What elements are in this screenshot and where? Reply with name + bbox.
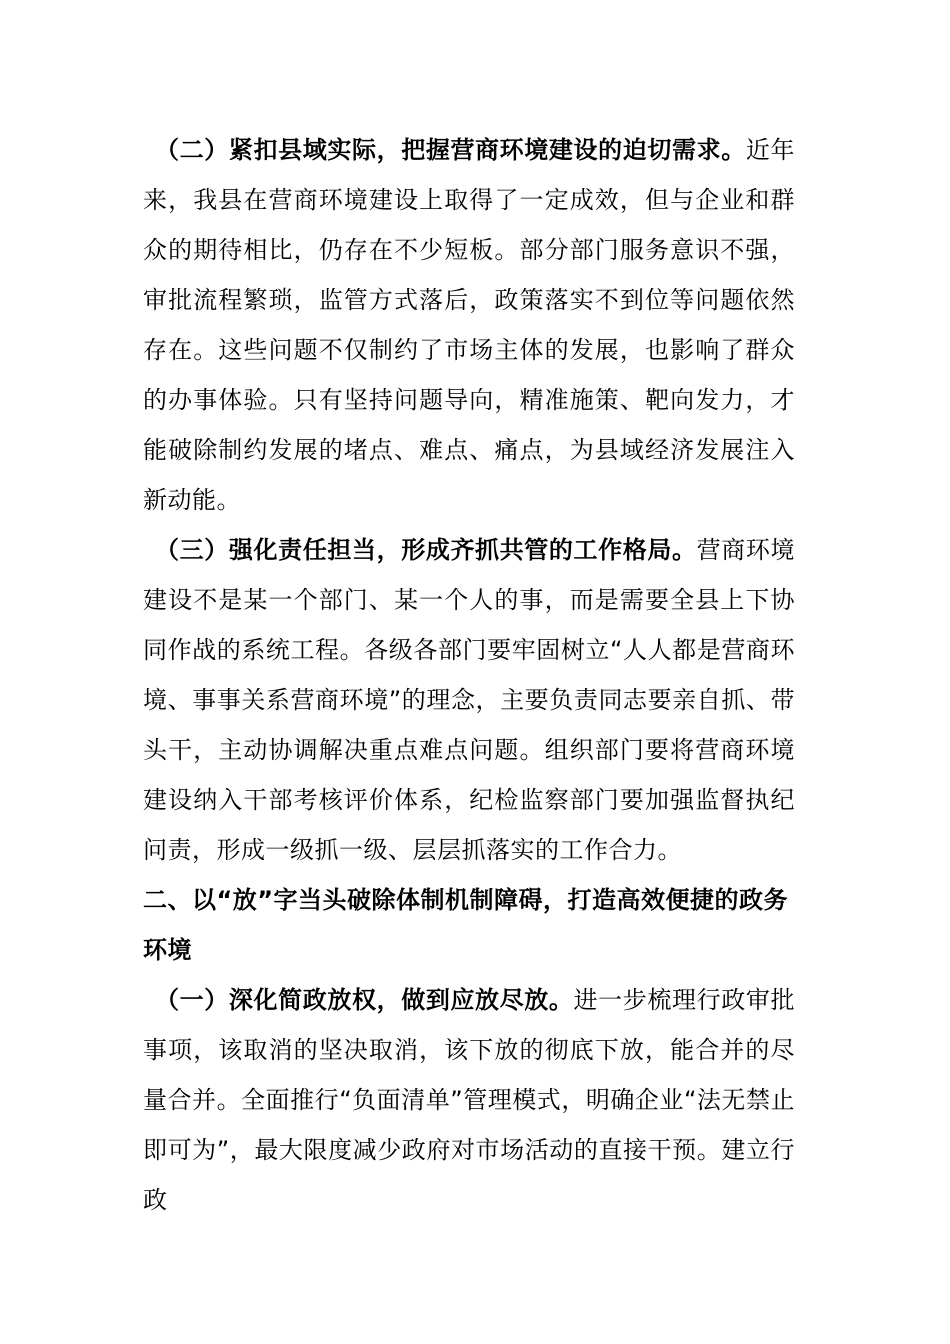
- paragraph-2: [143, 125, 795, 525]
- paragraph-section2-1: [143, 975, 795, 1225]
- paragraph-2-body: 近年来，我县在营商环境建设上取得了一定成效，但与企业和群众的期待相比，仍存在不少短板。部分部门服务意识不强，审批流程繁琐，监管方式落后，政策落实不到位等问题依然存在。这些问题不仅制约了市场主体的发展，也影响了群众的办事体验。只有坚持问题导向，精准施策、靶向发力，才能破除制约发展的堵点、难点、痛点，为县域经济发展注入新动能。: [143, 136, 796, 514]
- section-heading: 二、以“放”字当头破除体制机制障碍，打造高效便捷的政务环境: [143, 886, 789, 964]
- paragraph-3: [143, 525, 795, 875]
- paragraph-3-body: 营商环境建设不是某一个部门、某一个人的事，而是需要全县上下协同作战的系统工程。各级各部门要牢固树立“人人都是营商环境、事事关系营商环境”的理念，主要负责同志要亲自抓、带头干，主动协调解决重点难点问题。组织部门要将营商环境建设纳入干部考核评价体系，纪检监察部门要加强监督执纪问责，形成一级抓一级、层层抓落实的工作合力。: [143, 536, 796, 864]
- paragraph-3-lead: （三）强化责任担当，形成齐抓共管的工作格局。: [155, 536, 697, 564]
- paragraph-section2-1-lead: （一）深化简政放权，做到应放尽放。: [155, 986, 574, 1014]
- paragraph-2-lead: （二）紧扣县域实际，把握营商环境建设的迫切需求。: [155, 136, 746, 164]
- paragraph-section2-1-body: 进一步梳理行政审批事项，该取消的坚决取消，该下放的彻底下放，能合并的尽量合并。全面推行“负面清单”管理模式，明确企业“法无禁止即可为”，最大限度减少政府对市场活动的直接干预。建立行政: [143, 986, 796, 1214]
- document-page: [143, 125, 795, 1225]
